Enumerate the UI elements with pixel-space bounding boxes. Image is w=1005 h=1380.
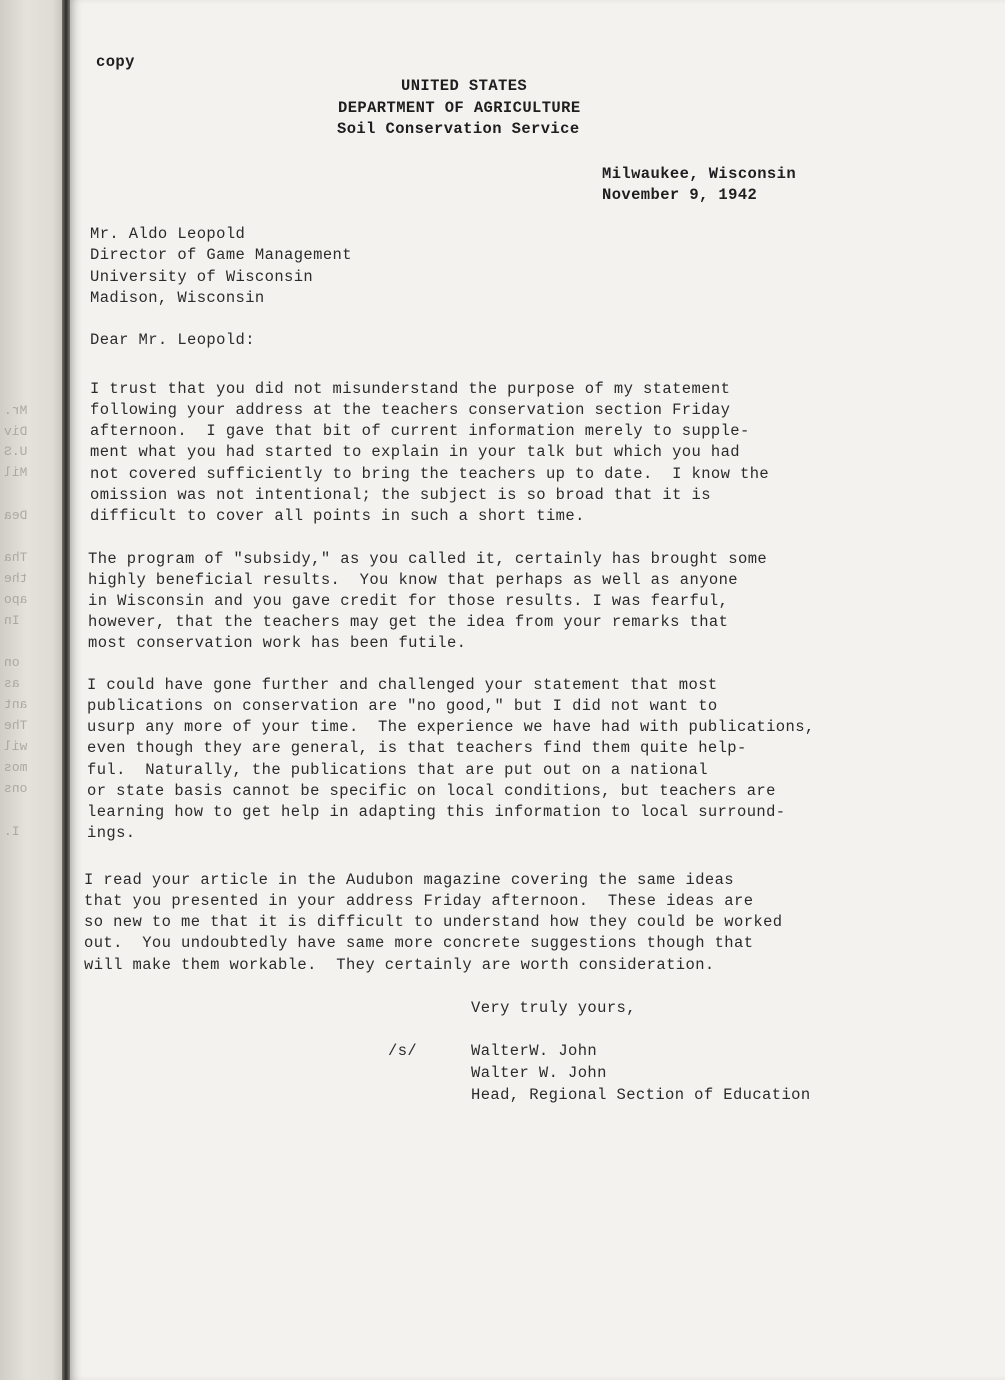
paragraph-line: out. You undoubtedly have same more concrete suggestions though that	[84, 934, 754, 952]
bleed-text: ant	[4, 697, 28, 712]
paragraph-line: I could have gone further and challenged your statement that most	[87, 676, 718, 694]
recipient-line: Madison, Wisconsin	[90, 289, 265, 307]
recipient-line: Director of Game Management	[90, 246, 352, 264]
letterhead-line-2: DEPARTMENT OF AGRICULTURE	[338, 99, 581, 117]
bleed-text: ons	[4, 781, 28, 796]
paragraph-line: ings.	[87, 824, 136, 842]
bleed-text: apo	[4, 592, 28, 607]
paragraph-line: omission was not intentional; the subject is so broad that it is	[90, 486, 711, 504]
bleed-text: Dea	[4, 508, 28, 523]
bleed-text: wil	[4, 739, 28, 754]
paragraph-line: ment what you had started to explain in your talk but which you had	[90, 443, 741, 461]
letterhead-line-3: Soil Conservation Service	[337, 120, 580, 138]
paragraph-line: even though they are general, is that teachers find them quite help-	[87, 739, 747, 757]
recipient-line: University of Wisconsin	[90, 268, 314, 286]
bleed-text: U.S	[4, 444, 28, 459]
copy-mark: copy	[96, 53, 135, 71]
paragraph-line: The program of "subsidy," as you called it, certainly has brought some	[88, 550, 768, 568]
paragraph-line: learning how to get help in adapting this information to local surround-	[87, 803, 786, 821]
paragraph-line: highly beneficial results. You know that perhaps as well as anyone	[88, 571, 739, 589]
bleed-text: on	[4, 655, 20, 670]
bleed-text: Mil	[4, 465, 28, 480]
paragraph-line: publications on conservation are "no good," but I did not want to	[87, 697, 718, 715]
paragraph-line: afternoon. I gave that bit of current information merely to supple-	[90, 422, 750, 440]
letter-place: Milwaukee, Wisconsin	[602, 165, 797, 183]
bleed-text: In	[4, 613, 20, 628]
signature-name: Walter W. John	[471, 1064, 607, 1082]
bleed-text: as	[4, 676, 20, 691]
paragraph-line: in Wisconsin and you gave credit for those results. I was fearful,	[88, 592, 729, 610]
paragraph-line: difficult to cover all points in such a short time.	[90, 507, 585, 525]
paragraph-line: usurp any more of your time. The experience we have had with publications,	[87, 718, 815, 736]
paragraph-line: so new to me that it is difficult to understand how they could be worked	[84, 913, 783, 931]
signature-title: Head, Regional Section of Education	[471, 1086, 811, 1104]
signature-line: WalterW. John	[471, 1042, 598, 1060]
paragraph-line: following your address at the teachers conservation section Friday	[90, 401, 731, 419]
paragraph-line: that you presented in your address Friday afternoon. These ideas are	[84, 892, 754, 910]
paragraph-line: most conservation work has been futile.	[88, 634, 467, 652]
paragraph-line: or state basis cannot be specific on local conditions, but teachers are	[87, 782, 776, 800]
paragraph-line: will make them workable. They certainly are worth consideration.	[84, 956, 715, 974]
salutation: Dear Mr. Leopold:	[90, 331, 255, 349]
paragraph-line: I read your article in the Audubon magazine covering the same ideas	[84, 871, 735, 889]
paragraph-line: I trust that you did not misunderstand the purpose of my statement	[90, 380, 731, 398]
bleed-text: I.	[4, 824, 20, 839]
bleed-text: Tha	[4, 550, 28, 565]
letterhead-line-1: UNITED STATES	[401, 77, 528, 95]
bleed-text: the	[4, 571, 28, 586]
signature-mark: /s/	[388, 1042, 418, 1060]
bleed-text: The	[4, 718, 28, 733]
bleed-text: Div	[4, 424, 28, 439]
paragraph-line: not covered sufficiently to bring the teachers up to date. I know the	[90, 465, 770, 483]
paragraph-line: ful. Naturally, the publications that are put out on a national	[87, 761, 708, 779]
letter-date: November 9, 1942	[602, 186, 758, 204]
letter-page	[70, 0, 1005, 1380]
paragraph-line: however, that the teachers may get the idea from your remarks that	[88, 613, 729, 631]
recipient-line: Mr. Aldo Leopold	[90, 225, 246, 243]
bleed-text: mos	[4, 760, 28, 775]
closing: Very truly yours,	[471, 999, 636, 1017]
bleed-text: Mr.	[4, 403, 28, 418]
previous-page-edge	[0, 0, 66, 1380]
